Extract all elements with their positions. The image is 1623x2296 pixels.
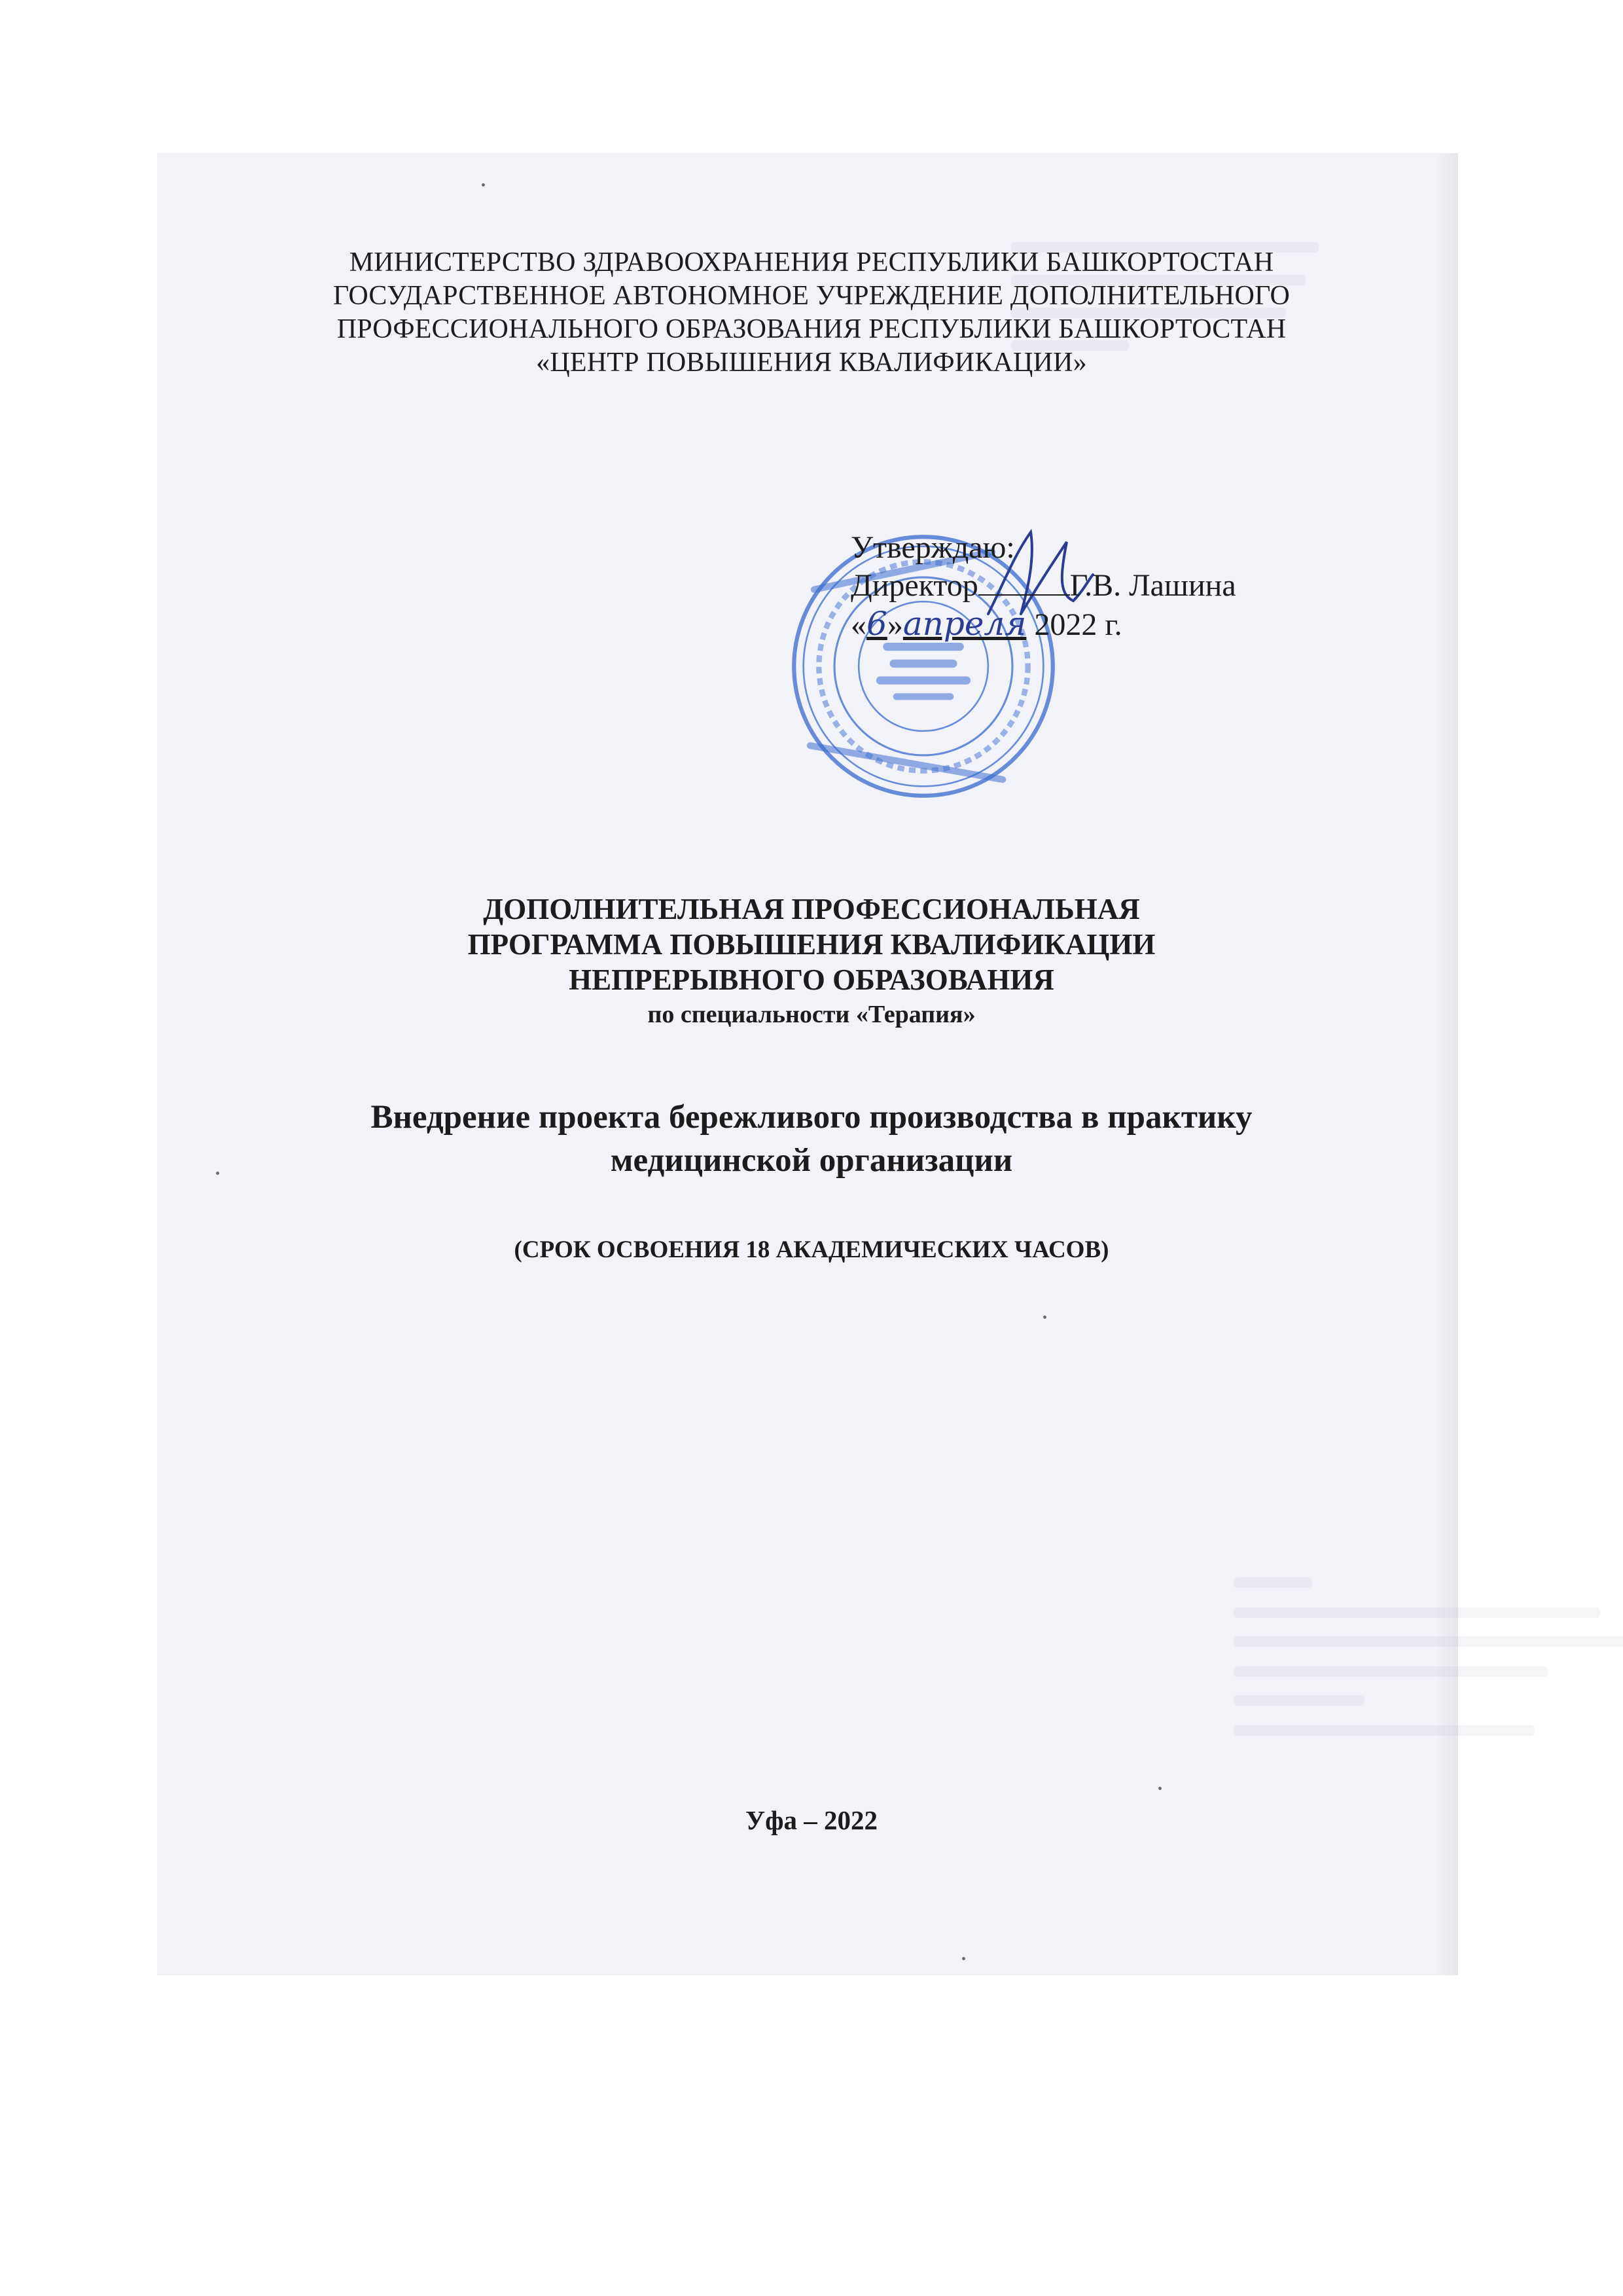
header-line: ГОСУДАРСТВЕННОЕ АВТОНОМНОЕ УЧРЕЖДЕНИЕ ДОПОЛНИТЕЛЬНОГО bbox=[332, 281, 1291, 311]
approval-date bbox=[851, 605, 1236, 644]
date-close-quote: » bbox=[887, 607, 903, 642]
header-line: ПРОФЕССИОНАЛЬНОГО ОБРАЗОВАНИЯ РЕСПУБЛИКИ БАШКОРТОСТАН bbox=[336, 314, 1287, 344]
program-title-line: НЕПРЕРЫВНОГО ОБРАЗОВАНИЯ bbox=[569, 963, 1054, 996]
city-year: Уфа – 2022 bbox=[745, 1805, 878, 1835]
program-specialty: по специальности «Терапия» bbox=[647, 1001, 976, 1028]
program-title-line: ПРОГРАММА ПОВЫШЕНИЯ КВАЛИФИКАЦИИ bbox=[467, 928, 1156, 961]
approval-block bbox=[851, 529, 1236, 644]
course-title bbox=[0, 1096, 1623, 1182]
approved-label: Утверждаю: bbox=[851, 530, 1015, 565]
course-duration: (СРОК ОСВОЕНИЯ 18 АКАДЕМИЧЕСКИХ ЧАСОВ) bbox=[514, 1236, 1109, 1263]
program-title-line: ДОПОЛНИТЕЛЬНАЯ ПРОФЕССИОНАЛЬНАЯ bbox=[483, 893, 1140, 925]
signatory-name: Г.В. Лашина bbox=[1069, 568, 1236, 603]
course-title-line: медицинской организации bbox=[610, 1142, 1013, 1179]
header-line: МИНИСТЕРСТВО ЗДРАВООХРАНЕНИЯ РЕСПУБЛИКИ БАШКОРТОСТАН bbox=[349, 247, 1274, 278]
date-year: 2022 г. bbox=[1034, 607, 1122, 642]
ministry-header bbox=[0, 246, 1623, 380]
position-title: Директор bbox=[851, 568, 978, 603]
signature-blank bbox=[978, 571, 1070, 596]
signature-line bbox=[851, 567, 1236, 605]
date-month: апреля bbox=[902, 605, 1027, 643]
program-heading bbox=[0, 891, 1623, 1031]
date-open-quote: « bbox=[851, 607, 866, 642]
date-day: 6 bbox=[866, 605, 887, 643]
sheet-edge-shadow bbox=[1435, 153, 1458, 1975]
course-title-line: Внедрение проекта бережливого производства в практику bbox=[370, 1099, 1253, 1136]
header-line: «ЦЕНТР ПОВЫШЕНИЯ КВАЛИФИКАЦИИ» bbox=[536, 348, 1087, 378]
